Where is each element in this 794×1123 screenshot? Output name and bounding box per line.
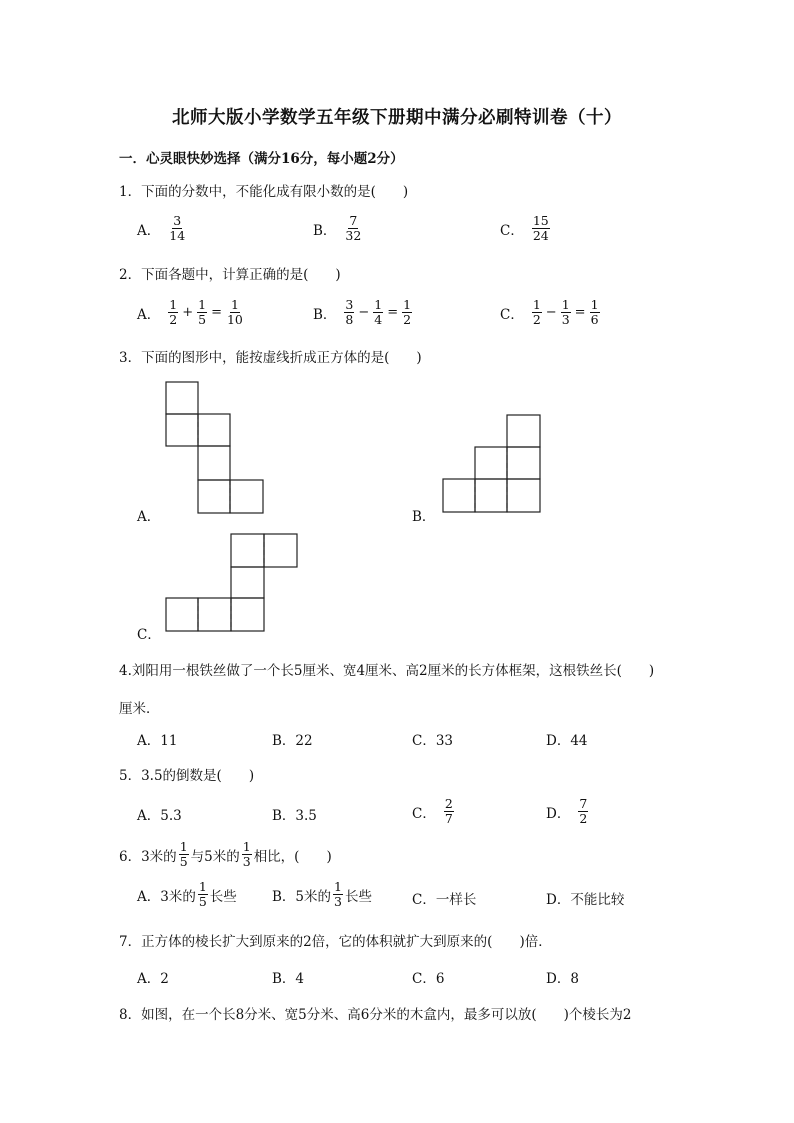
fraction: $\frac{3}{14}$ [169, 213, 186, 243]
q4-option-d[interactable]: D．44 [546, 733, 588, 749]
q6-option-d[interactable]: D．不能比较 [546, 892, 625, 908]
q1-option-b[interactable]: B． $\frac{7}{32}$ [313, 213, 362, 243]
q1-option-c[interactable]: C． $\frac{15}{24}$ [500, 213, 549, 243]
q2-option-a[interactable]: A． $\frac{1}{2}$ + $\frac{1}{5}$ = $\frac{1}{10}$ [137, 297, 243, 327]
q2-option-b[interactable]: B． $\frac{3}{8}$ − $\frac{1}{4}$ = $\frac{1}{2}$ [313, 297, 412, 327]
page-title: 北师大版小学数学五年级下册期中满分必刷特训卷（十） [172, 108, 622, 128]
q5-option-b[interactable]: B．3.5 [272, 808, 317, 824]
question-2-text: 2．下面各题中，计算正确的是( ) [119, 267, 341, 283]
q4-option-a[interactable]: A．11 [137, 733, 178, 749]
cube-net-a [164, 380, 268, 516]
q5-option-d[interactable]: D． $\frac{7}{2}$ [546, 796, 588, 826]
fraction: $\frac{15}{24}$ [532, 213, 549, 243]
q7-option-d[interactable]: D．8 [546, 971, 579, 987]
q1-option-a[interactable]: A． $\frac{3}{14}$ [137, 213, 186, 243]
question-4-text: 4.刘阳用一根铁丝做了一个长5厘米、宽4厘米、高2厘米的长方体框架，这根铁丝长( ) [119, 663, 655, 679]
q6-option-a[interactable]: A．3米的 $\frac{1}{5}$ 长些 [137, 879, 237, 909]
q4-option-b[interactable]: B．22 [272, 733, 313, 749]
cube-net-b [441, 413, 545, 517]
q6-option-c[interactable]: C．一样长 [412, 892, 477, 908]
question-3-text: 3．下面的图形中，能按虚线折成正方体的是( ) [119, 350, 422, 366]
q3-option-c-label[interactable]: C． [137, 627, 161, 643]
question-6-text: 6．3米的 $\frac{1}{5}$ 与5米的 $\frac{1}{3}$ 相比，( ) [119, 839, 332, 869]
question-5-text: 5．3.5的倒数是( ) [119, 768, 255, 784]
q5-option-c[interactable]: C． $\frac{2}{7}$ [412, 796, 453, 826]
section-heading: 一．心灵眼快妙选择（满分16分，每小题2分） [119, 151, 404, 167]
question-4-text-cont: 厘米． [119, 701, 160, 717]
q2-option-c[interactable]: C． $\frac{1}{2}$ − $\frac{1}{3}$ = $\frac{1}{6}$ [500, 297, 599, 327]
q3-option-a-label[interactable]: A． [137, 509, 161, 525]
q5-option-a[interactable]: A．5.3 [137, 808, 182, 824]
q7-option-a[interactable]: A．2 [137, 971, 169, 987]
question-8-text: 8．如图，在一个长8分米、宽5分米、高6分米的木盒内，最多可以放( )个棱长为2 [119, 1007, 632, 1023]
fraction: $\frac{7}{32}$ [345, 213, 362, 243]
q3-option-b-label[interactable]: B． [412, 509, 436, 525]
q6-option-b[interactable]: B．5米的 $\frac{1}{3}$ 长些 [272, 879, 372, 909]
question-1-text: 1．下面的分数中，不能化成有限小数的是( ) [119, 184, 409, 200]
cube-net-c [164, 532, 302, 636]
question-7-text: 7．正方体的棱长扩大到原来的2倍，它的体积就扩大到原来的( )倍． [119, 934, 552, 950]
q7-option-b[interactable]: B．4 [272, 971, 305, 987]
q7-option-c[interactable]: C．6 [412, 971, 445, 987]
q4-option-c[interactable]: C．33 [412, 733, 454, 749]
